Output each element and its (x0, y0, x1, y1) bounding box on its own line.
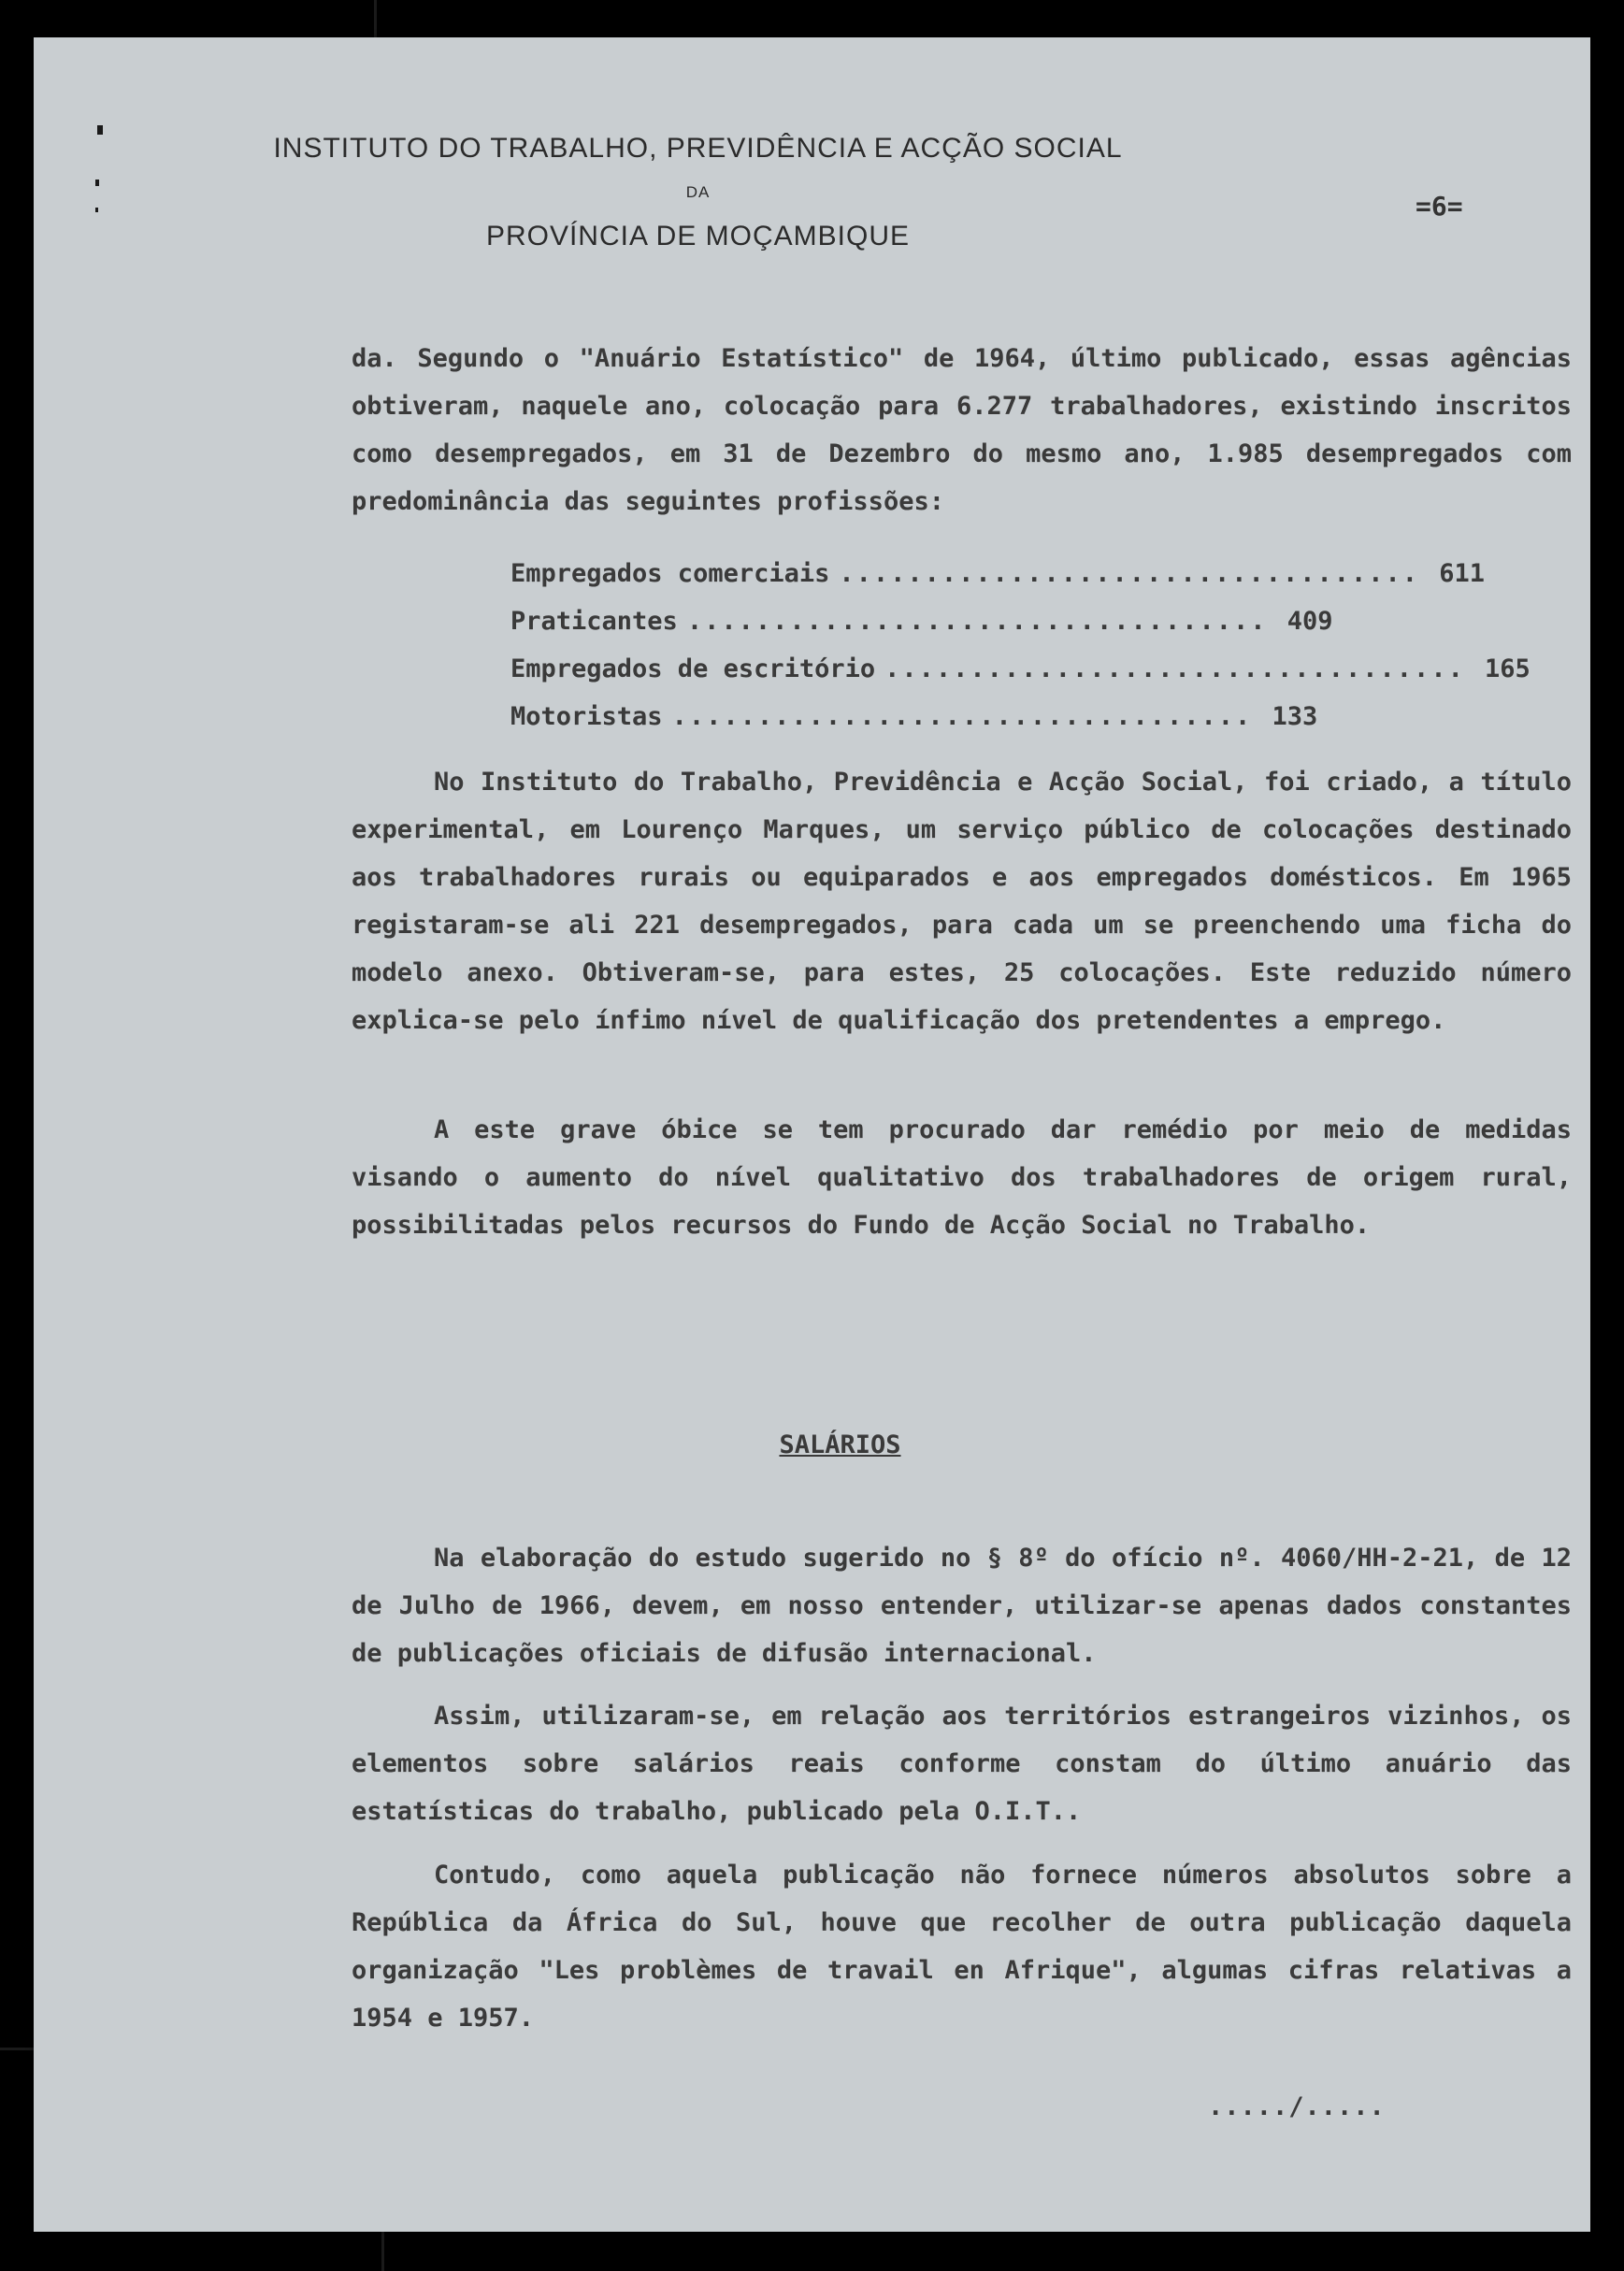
leader-dots: .................................. (839, 559, 1420, 588)
list-item (510, 693, 1318, 740)
paragraph-neighbours: Assim, utilizaram-se, em relação aos territórios estrangeiros vizinhos, os elementos sobre salários reais conforme constam do último anuário das estatísticas do trabalho, publicado pela O.I.T.. (352, 1702, 1572, 1826)
list-item (510, 597, 1333, 645)
header-organization: INSTITUTO DO TRABALHO, PREVIDÊNCIA E ACÇÃO SOCIAL (273, 133, 1123, 164)
occupation-count: 133 (1272, 702, 1318, 731)
occupation-count: 165 (1485, 654, 1531, 683)
header-province: PROVÍNCIA DE MOÇAMBIQUE (485, 221, 911, 252)
list-item (510, 550, 1486, 597)
header-connector: DA (685, 183, 711, 201)
paragraph-agencies: da. Segundo o "Anuário Estatístico" de 1964, último publicado, essas agências obtiveram, naquele ano, colocação para 6.277 trabalhadores, existindo inscritos como desempregados, em 31 de Dezembro do mesmo ano, 1.985 desempregados com predominância das seguintes profissões: (352, 344, 1572, 516)
document-page (34, 37, 1590, 2232)
paragraph-institute: No Instituto do Trabalho, Previdência e Acção Social, foi criado, a título experimental, em Lourenço Marques, um serviço público de colocações destinado aos trabalhadores rurais ou equiparados e aos empregados domésticos. Em 1965 registaram-se ali 221 desempregados, para cada um se preenchendo uma ficha do modelo anexo. Obtiveram-se, para estes, 25 colocações. Este reduzido número explica-se pelo ínfimo nível de qualificação dos pretendentes a emprego. (352, 768, 1572, 1035)
occupation-list (510, 550, 1531, 740)
occupation-count: 409 (1286, 607, 1333, 636)
leader-dots: .................................. (686, 607, 1268, 636)
section-title-salarios: SALÁRIOS (779, 1430, 901, 1459)
occupation-count: 611 (1439, 559, 1486, 588)
leader-dots: .................................. (671, 702, 1253, 731)
continuation-mark: ...../..... (1208, 2092, 1386, 2121)
occupation-name: Empregados de escritório (510, 654, 876, 683)
paragraph-study: Na elaboração do estudo sugerido no § 8º do ofício nº. 4060/HH-2-21, de 12 de Julho de 1966, devem, em nosso entender, utilizar-se apenas dados constantes de publicações oficiais de difusão internacional. (352, 1544, 1572, 1668)
occupation-name: Empregados comerciais (510, 559, 830, 588)
paragraph-remedy: A este grave óbice se tem procurado dar remédio por meio de medidas visando o aumento do nível qualitativo dos trabalhadores de origem rural, possibilitadas pelos recursos do Fundo de Acção Social no Trabalho. (352, 1115, 1572, 1240)
occupation-name: Motoristas (510, 702, 663, 731)
paragraph-south-africa: Contudo, como aquela publicação não fornece números absolutos sobre a República da África do Sul, houve que recolher de outra publicação daquela organização "Les problèmes de travail en Afrique", algumas cifras relativas a 1954 e 1957. (352, 1861, 1572, 2033)
punch-mark-3 (95, 208, 98, 212)
occupation-name: Praticantes (510, 607, 678, 636)
page-number: =6= (1416, 191, 1463, 222)
list-item (510, 645, 1531, 693)
leader-dots: .................................. (884, 654, 1465, 683)
